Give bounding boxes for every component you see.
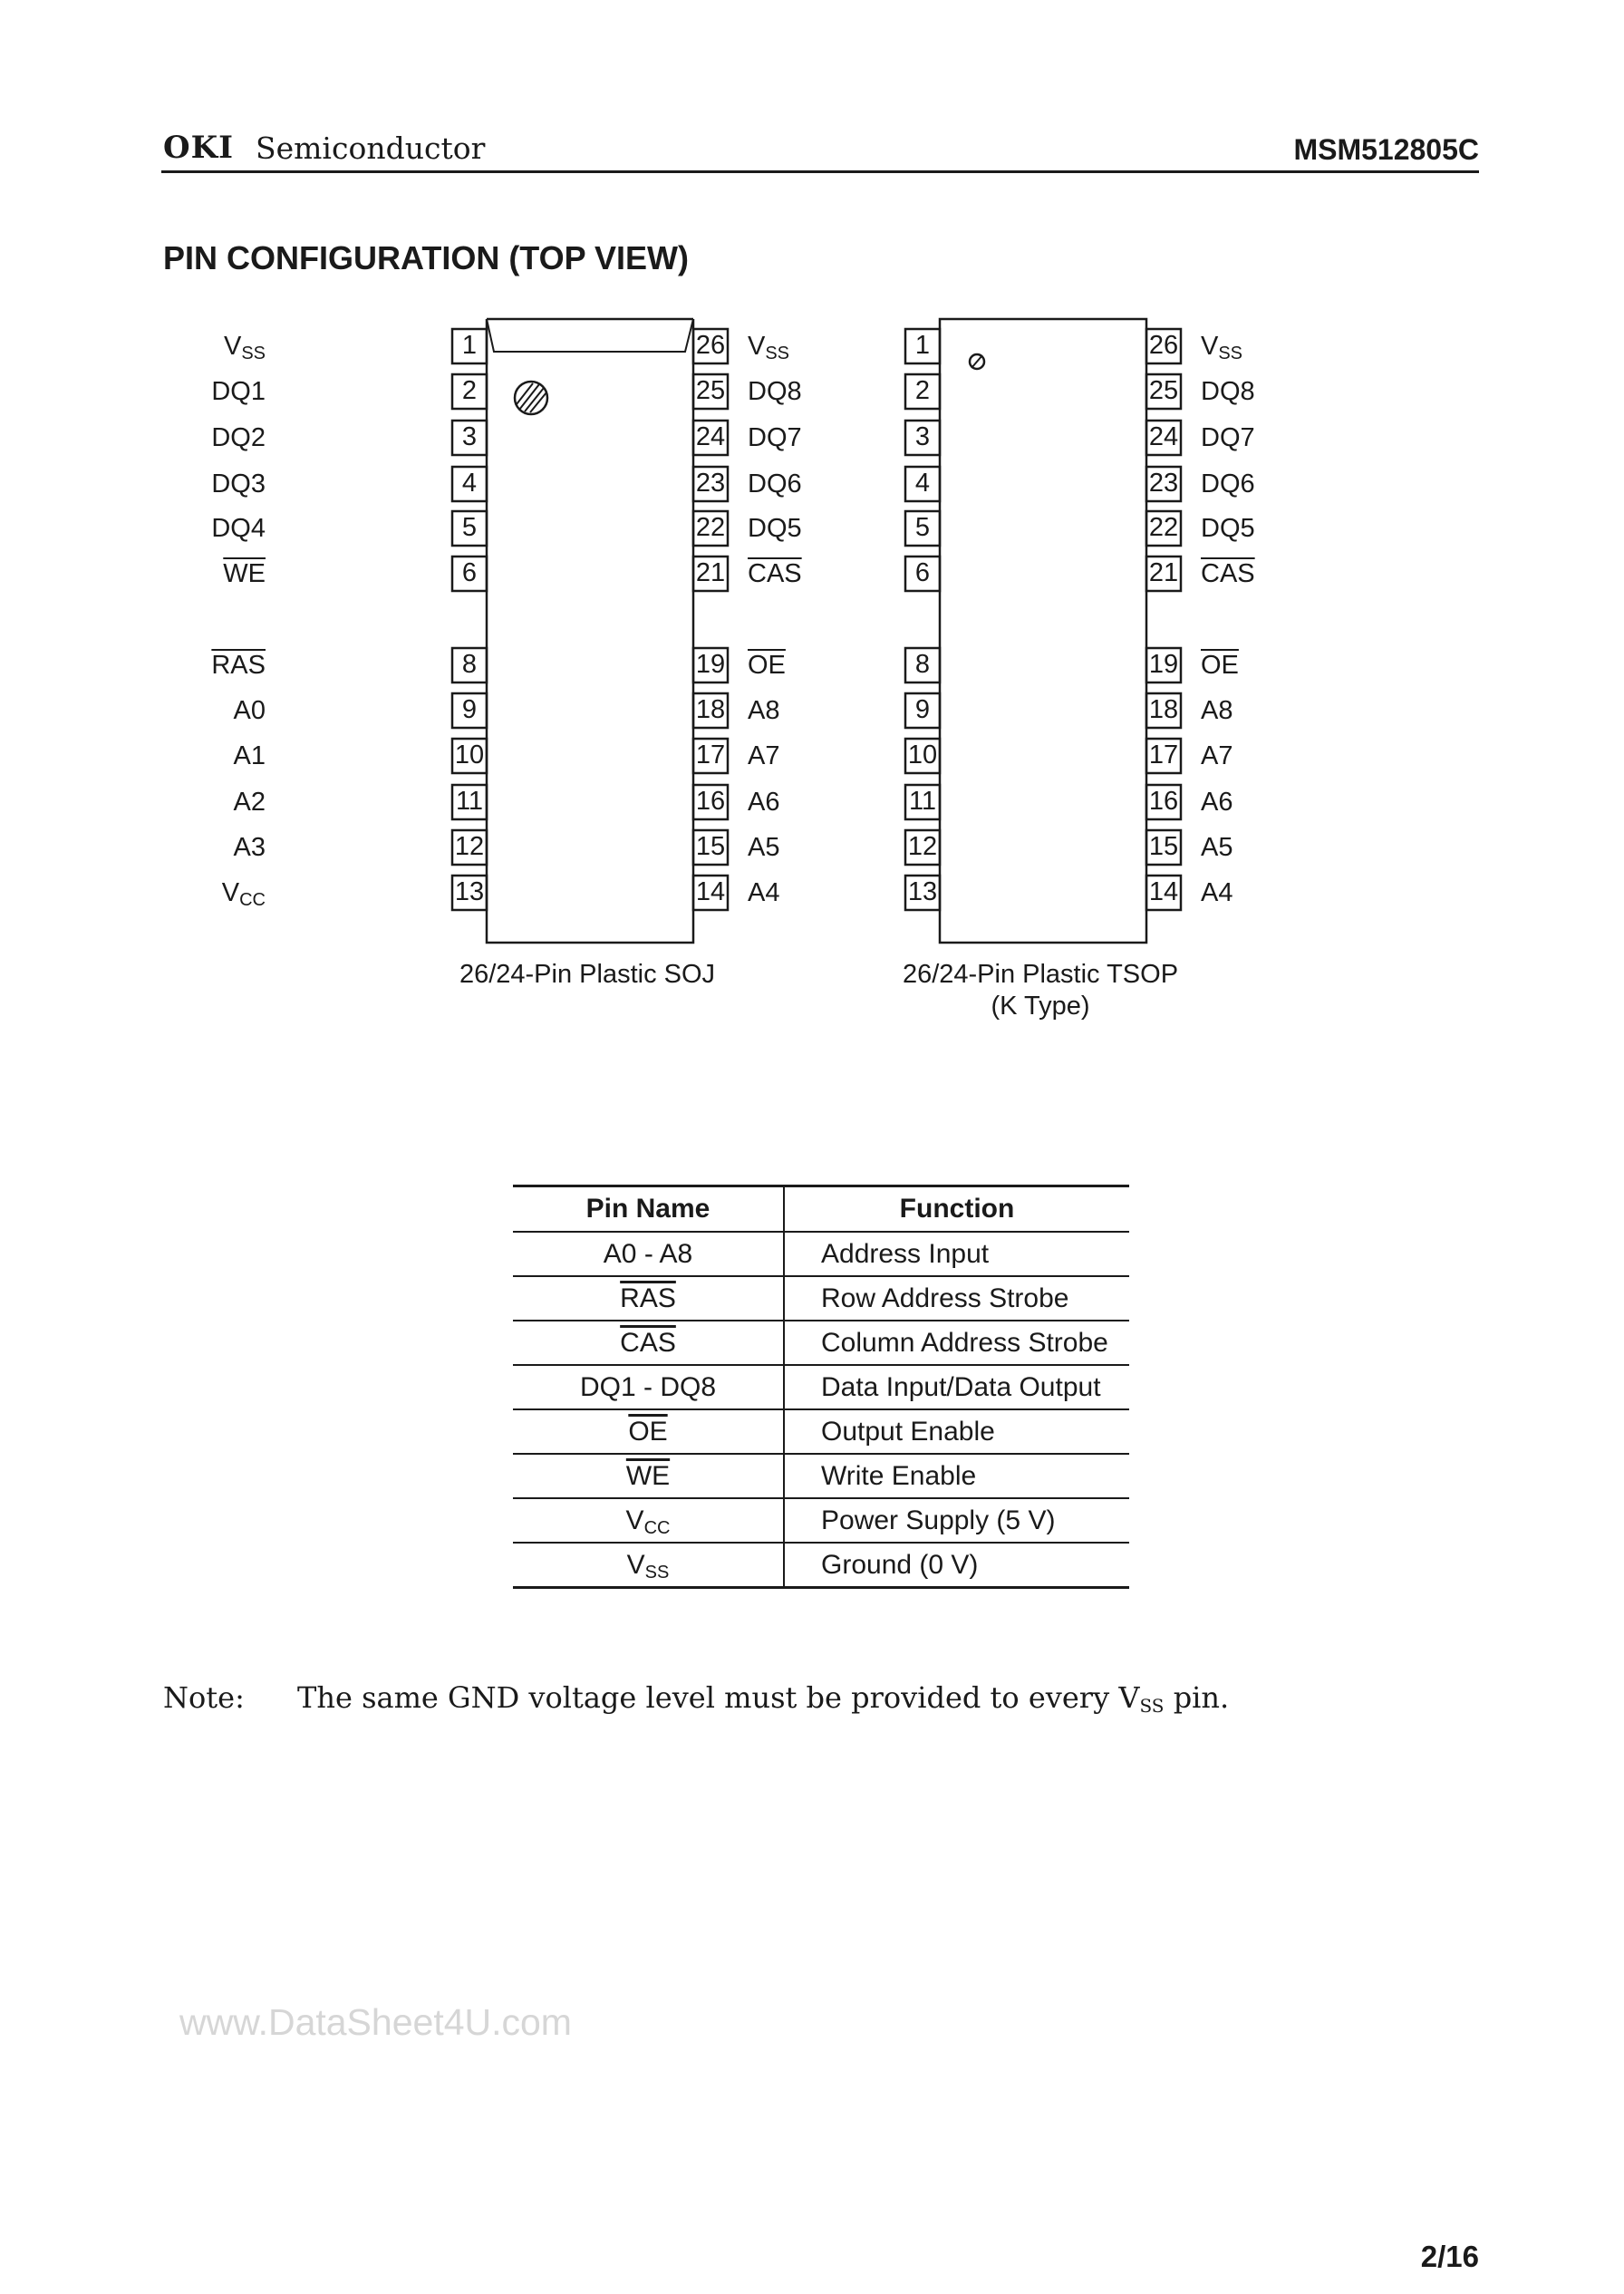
pin-name: DQ1 — [211, 377, 266, 406]
pin-name: $V_{CC}$ — [221, 878, 266, 910]
pin-name: A4 — [1201, 878, 1233, 907]
note-text-subscript: SS — [1139, 1695, 1165, 1717]
pin-number: 15 — [1148, 832, 1179, 861]
table-row — [513, 1543, 1129, 1588]
pin-number: 3 — [914, 422, 931, 451]
pin-number: 13 — [454, 877, 485, 906]
pin-number: 9 — [461, 695, 478, 724]
pin-number: 3 — [461, 422, 478, 451]
function-cell: Data Input/Data Output — [784, 1365, 1129, 1409]
function-cell: Write Enable — [784, 1454, 1129, 1498]
pin-name: DQ4 — [211, 514, 266, 543]
pin-name: A7 — [748, 741, 780, 770]
pin-number: 8 — [461, 650, 478, 679]
pin-name-cell: $\overline{WE}$ — [513, 1454, 784, 1498]
pin-name: A8 — [748, 696, 780, 725]
pin-number: 25 — [1148, 376, 1179, 405]
pin-number: 6 — [461, 558, 478, 587]
pin-name: $\overline{CAS}$ — [748, 559, 802, 588]
pin-number: 12 — [454, 832, 485, 861]
table-row — [513, 1454, 1129, 1498]
note-text — [297, 1679, 1229, 1716]
pin-number: 17 — [695, 740, 726, 770]
pin-name: DQ7 — [748, 423, 802, 452]
pin-number: 11 — [908, 787, 937, 816]
function-cell: Column Address Strobe — [784, 1321, 1129, 1365]
pin-number: 14 — [695, 877, 726, 906]
pin-name: $\overline{CAS}$ — [1201, 559, 1255, 588]
pin-name: $\overline{RAS}$ — [211, 651, 266, 680]
pin-number: 1 — [461, 331, 478, 360]
brand-subtitle: Semiconductor — [256, 131, 486, 166]
pin-name: A5 — [1201, 833, 1233, 862]
pin-name: A6 — [1201, 788, 1233, 817]
soj-caption: 26/24-Pin Plastic SOJ — [459, 960, 716, 989]
header-pin-name: Pin Name — [513, 1186, 784, 1233]
header-function: Function — [784, 1186, 1129, 1233]
header-rule — [161, 170, 1479, 173]
pin-number: 22 — [695, 513, 726, 542]
pin-name-cell: $V_{SS}$ — [513, 1543, 784, 1588]
pin-number: 2 — [914, 376, 931, 405]
pin-name: $\overline{WE}$ — [223, 559, 266, 588]
page-number: 2/16 — [1420, 2240, 1479, 2273]
pin-name-cell: $\overline{RAS}$ — [513, 1276, 784, 1321]
part-number: MSM512805C — [1293, 133, 1479, 166]
function-cell: Address Input — [784, 1232, 1129, 1276]
pin-number: 1 — [914, 331, 931, 360]
pin-number: 4 — [914, 469, 931, 498]
pin-name-cell: DQ1 - DQ8 — [513, 1365, 784, 1409]
pin-number: 5 — [461, 513, 478, 542]
pin-name-cell: $\overline{OE}$ — [513, 1409, 784, 1454]
pin-number: 25 — [695, 376, 726, 405]
pin-number: 16 — [1148, 787, 1179, 816]
note-text-main: The same GND voltage level must be provided to every V — [297, 1680, 1140, 1715]
pin-name: A3 — [233, 833, 266, 862]
pin-number: 26 — [695, 331, 726, 360]
pin-name: DQ3 — [211, 469, 266, 498]
pin-number: 17 — [1148, 740, 1179, 770]
pin-number: 19 — [1148, 650, 1179, 679]
pin-name: A2 — [233, 788, 266, 817]
pin-number: 16 — [695, 787, 726, 816]
pin-name: A7 — [1201, 741, 1233, 770]
pin-name: $\overline{OE}$ — [748, 651, 786, 680]
pin-number: 11 — [455, 787, 484, 816]
pin-number: 6 — [914, 558, 931, 587]
pin-name-cell: $V_{CC}$ — [513, 1498, 784, 1543]
function-cell: Row Address Strobe — [784, 1276, 1129, 1321]
pin-name: DQ8 — [1201, 377, 1255, 406]
pin-number: 19 — [695, 650, 726, 679]
tsop-caption-type: (K Type) — [991, 992, 1090, 1021]
pin-number: 2 — [461, 376, 478, 405]
pin-name: A4 — [748, 878, 780, 907]
watermark: www.DataSheet4U.com — [179, 2001, 572, 2043]
table-header-row — [513, 1186, 1129, 1233]
pin1-index-mark — [515, 382, 547, 414]
table-row — [513, 1321, 1129, 1365]
section-title: PIN CONFIGURATION (TOP VIEW) — [163, 239, 690, 276]
pin-number: 5 — [914, 513, 931, 542]
pin-function-table — [513, 1185, 1129, 1589]
pin-name: A1 — [233, 741, 266, 770]
table-row — [513, 1365, 1129, 1409]
note-label: Note: — [163, 1680, 245, 1715]
pin-number: 12 — [907, 832, 938, 861]
pin-name-cell: A0 - A8 — [513, 1232, 784, 1276]
pin-number: 4 — [461, 469, 478, 498]
pin-number: 21 — [695, 558, 726, 587]
pin-number: 10 — [907, 740, 938, 770]
pin-number: 26 — [1148, 331, 1179, 360]
pin-number: 15 — [695, 832, 726, 861]
pin-number: 24 — [695, 422, 726, 451]
pin-name: DQ6 — [748, 469, 802, 498]
pin-name: A8 — [1201, 696, 1233, 725]
pin-number: 9 — [914, 695, 931, 724]
table-row — [513, 1498, 1129, 1543]
pin-number: 8 — [914, 650, 931, 679]
tsop-package-outline — [798, 317, 1432, 970]
pin-name: A6 — [748, 788, 780, 817]
pin-number: 24 — [1148, 422, 1179, 451]
pin-name: DQ7 — [1201, 423, 1255, 452]
brand-logo: OKI — [163, 130, 235, 166]
pin-name: DQ2 — [211, 423, 266, 452]
pin-name: $V_{SS}$ — [1201, 332, 1243, 363]
pin-name-cell: $\overline{CAS}$ — [513, 1321, 784, 1365]
pin-number: 10 — [454, 740, 485, 770]
pin-name: DQ6 — [1201, 469, 1255, 498]
pin1-index-mark — [970, 354, 984, 369]
function-cell: Output Enable — [784, 1409, 1129, 1454]
pin-number: 21 — [1148, 558, 1179, 587]
pin-number: 22 — [1148, 513, 1179, 542]
pin-number: 23 — [695, 469, 726, 498]
pin-number: 23 — [1148, 469, 1179, 498]
pin-name: DQ5 — [748, 514, 802, 543]
pin-number: 18 — [1148, 695, 1179, 724]
pin-name: $V_{SS}$ — [748, 332, 790, 363]
table-row — [513, 1232, 1129, 1276]
pin-name: A0 — [233, 696, 266, 725]
function-cell: Ground (0 V) — [784, 1543, 1129, 1588]
table-row — [513, 1276, 1129, 1321]
pin-name: DQ8 — [748, 377, 802, 406]
note-text-end: pin. — [1164, 1680, 1230, 1715]
function-cell: Power Supply (5 V) — [784, 1498, 1129, 1543]
table-row — [513, 1409, 1129, 1454]
pin-number: 18 — [695, 695, 726, 724]
pin-number: 13 — [907, 877, 938, 906]
pin-name: DQ5 — [1201, 514, 1255, 543]
pin-number: 14 — [1148, 877, 1179, 906]
pin-name: A5 — [748, 833, 780, 862]
pin-name: $\overline{OE}$ — [1201, 651, 1239, 680]
pin-name: $V_{SS}$ — [223, 332, 266, 363]
tsop-caption: 26/24-Pin Plastic TSOP — [902, 960, 1179, 989]
